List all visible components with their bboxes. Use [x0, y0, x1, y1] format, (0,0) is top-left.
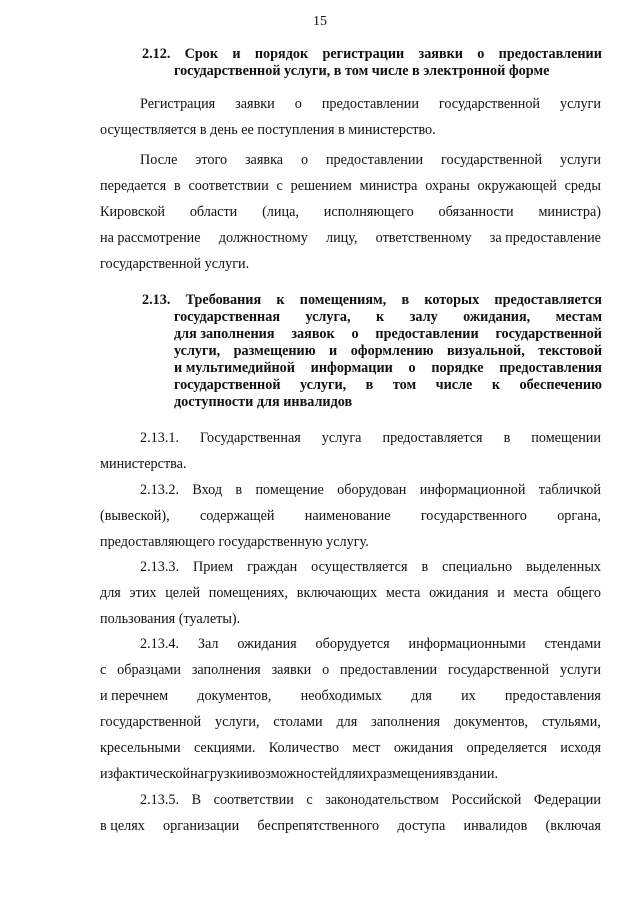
word: услуги [559, 96, 601, 112]
word: государственной [100, 714, 202, 730]
word: инвалидов [463, 818, 528, 834]
word: ожидания, [463, 309, 531, 325]
word: государственной [447, 662, 550, 678]
word: окружающей [477, 178, 557, 194]
word: оформлению [350, 343, 434, 359]
paragraph-2-13-1 [100, 430, 601, 482]
text-line [142, 326, 602, 343]
word: организации [163, 818, 240, 834]
paragraph-2-13-5 [100, 792, 601, 844]
word: передается [100, 178, 167, 194]
text-line [100, 534, 601, 560]
word: с [306, 792, 313, 808]
word: министра) [538, 204, 601, 220]
text-line [100, 152, 601, 178]
word: фактической [113, 766, 191, 782]
word: о [294, 96, 302, 112]
paragraph-2-13-3 [100, 559, 601, 637]
text-line [100, 559, 601, 585]
word: наименование [304, 508, 391, 524]
word: помещение [255, 482, 324, 498]
text-line [142, 343, 602, 360]
word: соответствии [188, 178, 269, 194]
word: в [421, 559, 429, 575]
word: содержащей [199, 508, 275, 524]
word: государственной услуги. [100, 256, 250, 272]
word: в [401, 292, 410, 308]
word: соответствии [213, 792, 294, 808]
word: доступности для инвалидов [174, 394, 353, 410]
word: предоставлении [340, 662, 438, 678]
word: услуги [560, 152, 601, 168]
word: государственной [438, 96, 541, 112]
word: табличкой [538, 482, 601, 498]
word: порядок [254, 46, 309, 62]
word: заполнения [371, 714, 441, 730]
word: доступа [397, 818, 446, 834]
word: решением [290, 178, 352, 194]
word: обязанности [438, 204, 514, 220]
word: помещениях, [208, 585, 289, 601]
word: о [300, 152, 309, 168]
word: выделенных [526, 559, 601, 575]
word: министерства. [100, 456, 187, 472]
word: места [385, 585, 421, 601]
word: этого [195, 152, 228, 168]
word: государственной [174, 377, 281, 393]
word: Регистрация [140, 96, 216, 112]
text-line [100, 585, 601, 611]
word: том [392, 377, 417, 393]
word: на рассмотрение [100, 230, 201, 246]
word: Вход [192, 482, 223, 498]
word: их [461, 688, 476, 704]
word: визуальной, [446, 343, 525, 359]
word: предоставлении [321, 96, 419, 112]
word: размещению [233, 343, 316, 359]
text-line [100, 818, 601, 844]
word: к [491, 377, 501, 393]
word: Федерации [533, 792, 601, 808]
page-number: 15 [313, 14, 327, 29]
word: беспрепятственного [257, 818, 380, 834]
text-line [142, 309, 602, 326]
text-line [100, 482, 601, 508]
section-heading-2-13 [142, 292, 602, 411]
word: которых [424, 292, 480, 308]
word: секциями. [193, 740, 256, 756]
text-line [100, 792, 601, 818]
word: Государственная [200, 430, 301, 446]
word: заявки [418, 46, 463, 62]
word: залу [409, 309, 438, 325]
word: о [351, 326, 359, 342]
word: в [173, 178, 181, 194]
word: столами [273, 714, 323, 730]
word: к [376, 309, 385, 325]
word: о [322, 662, 330, 678]
word: органа, [557, 508, 601, 524]
word: 2.13.5. [140, 792, 180, 808]
word: области [189, 204, 238, 220]
word: информации [310, 360, 393, 376]
word: для заполнения [174, 326, 275, 342]
word: общего [556, 585, 601, 601]
word: их [358, 766, 374, 782]
word: (включая [545, 818, 601, 834]
word: помещении [531, 430, 601, 446]
text-line [142, 63, 602, 80]
word: с [100, 662, 107, 678]
word: услуга, [305, 309, 351, 325]
text-line [100, 230, 601, 256]
word: заполнения [191, 662, 261, 678]
word: государственной [440, 152, 543, 168]
word: с [276, 178, 283, 194]
word: местам [555, 309, 602, 325]
word: документов, [197, 688, 272, 704]
word: предоставления [499, 360, 602, 376]
word: граждан [247, 559, 298, 575]
word: государственной услуги, в том числе в электронной форме [174, 63, 550, 79]
word: должностному [218, 230, 308, 246]
word: Прием [192, 559, 234, 575]
word: специально [442, 559, 513, 575]
word: оборудован [337, 482, 407, 498]
text-line [100, 256, 601, 282]
word: для [336, 714, 358, 730]
word: возможностей [251, 766, 338, 782]
paragraph [100, 96, 601, 148]
text-line [100, 178, 601, 204]
text-line [100, 688, 601, 714]
word: из [100, 766, 114, 782]
word: места [513, 585, 549, 601]
word: заявки [271, 662, 312, 678]
word: и мультимедийной [174, 360, 295, 376]
word: заявки [235, 96, 275, 112]
word: в [365, 377, 374, 393]
word: предоставлении [325, 152, 424, 168]
word: в [503, 430, 511, 446]
word: для [411, 688, 432, 704]
word: и перечнем [100, 688, 169, 704]
word: этих [129, 585, 157, 601]
word: министра [359, 178, 418, 194]
word: Кировской [100, 204, 166, 220]
word: заявка [244, 152, 284, 168]
word: После [140, 152, 178, 168]
word: услуги, [300, 377, 347, 393]
word: ожидания [237, 636, 297, 652]
word: услуги, [215, 714, 260, 730]
word: осуществляется [311, 559, 408, 575]
word: стендами [544, 636, 601, 652]
text-line [142, 292, 602, 309]
word: ответственному [375, 230, 472, 246]
word: информационными [408, 636, 526, 652]
word: государственного [420, 508, 527, 524]
word: документов, [453, 714, 529, 730]
word: услуги [559, 662, 601, 678]
paragraph-2-13-2 [100, 482, 601, 560]
word: исходя [560, 740, 601, 756]
word: предоставлении [498, 46, 602, 62]
text-line [100, 636, 601, 662]
word: обеспечению [519, 377, 602, 393]
word: здании. [452, 766, 499, 782]
word: государственной [495, 326, 602, 342]
word: 2.12. [142, 46, 171, 62]
word: информационной [419, 482, 526, 498]
word: 2.13.3. [140, 559, 180, 575]
word: текстовой [538, 343, 602, 359]
word: и [243, 766, 252, 782]
word: предоставляется [382, 430, 483, 446]
word: осуществляется в день ее поступления в министерство. [100, 122, 436, 138]
word: В [191, 792, 202, 808]
text-line [142, 46, 602, 63]
text-line [142, 394, 602, 411]
section-heading-2-12 [142, 46, 602, 80]
word: числе [435, 377, 473, 393]
text-line [100, 714, 601, 740]
text-line [100, 122, 601, 148]
word: оборудуется [315, 636, 390, 652]
word: пользования (туалеты). [100, 611, 241, 627]
word: предоставления [504, 688, 601, 704]
text-line [100, 740, 601, 766]
word: о [477, 46, 485, 62]
word: охраны [425, 178, 470, 194]
word: услуга [321, 430, 362, 446]
text-line [100, 662, 601, 688]
word: Российской [451, 792, 522, 808]
text-line [100, 96, 601, 122]
paragraph [100, 152, 601, 282]
word: государственная [174, 309, 280, 325]
text-line [100, 204, 601, 230]
word: Срок [184, 46, 219, 62]
word: предоставляется [494, 292, 602, 308]
word: в [235, 482, 243, 498]
word: стульями, [541, 714, 601, 730]
word: порядке [431, 360, 484, 376]
word: законодательством [325, 792, 439, 808]
word: о [408, 360, 416, 376]
word: и [329, 343, 338, 359]
text-line [100, 766, 601, 792]
word: размещения [373, 766, 447, 782]
word: целей [165, 585, 201, 601]
word: кресельными [100, 740, 181, 756]
word: и [497, 585, 505, 601]
text-line [142, 360, 602, 377]
text-line [100, 430, 601, 456]
word: мест [352, 740, 381, 756]
word: включающих [296, 585, 378, 601]
word: и [232, 46, 241, 62]
word: нагрузки [190, 766, 244, 782]
word: 2.13.2. [140, 482, 180, 498]
word: услуги, [174, 343, 221, 359]
word: Требования [185, 292, 262, 308]
word: исполняющего [323, 204, 414, 220]
word: Количество [268, 740, 340, 756]
word: определяется [466, 740, 547, 756]
word: лицу, [325, 230, 358, 246]
word: (лица, [262, 204, 299, 220]
paragraph-2-13-4 [100, 636, 601, 792]
text-line [100, 456, 601, 482]
word: заявок [291, 326, 335, 342]
word: необходимых [300, 688, 382, 704]
word: для [100, 585, 121, 601]
word: за предоставление [489, 230, 601, 246]
word: среды [564, 178, 601, 194]
word: в [446, 766, 453, 782]
word: ожидания [429, 585, 489, 601]
word: предоставляющего государственную услугу. [100, 534, 369, 550]
word: к [276, 292, 285, 308]
word: для [337, 766, 359, 782]
word: регистрации [322, 46, 405, 62]
word: предоставлении [375, 326, 479, 342]
word: Зал [197, 636, 219, 652]
word: помещениям, [299, 292, 387, 308]
word: (вывеской), [100, 508, 170, 524]
word: ожидания [393, 740, 454, 756]
word: 2.13. [142, 292, 171, 308]
word: 2.13.1. [140, 430, 180, 446]
word: 2.13.4. [140, 636, 180, 652]
word: образцами [117, 662, 181, 678]
text-line [100, 611, 601, 637]
text-line [142, 377, 602, 394]
text-line [100, 508, 601, 534]
word: в целях [100, 818, 145, 834]
